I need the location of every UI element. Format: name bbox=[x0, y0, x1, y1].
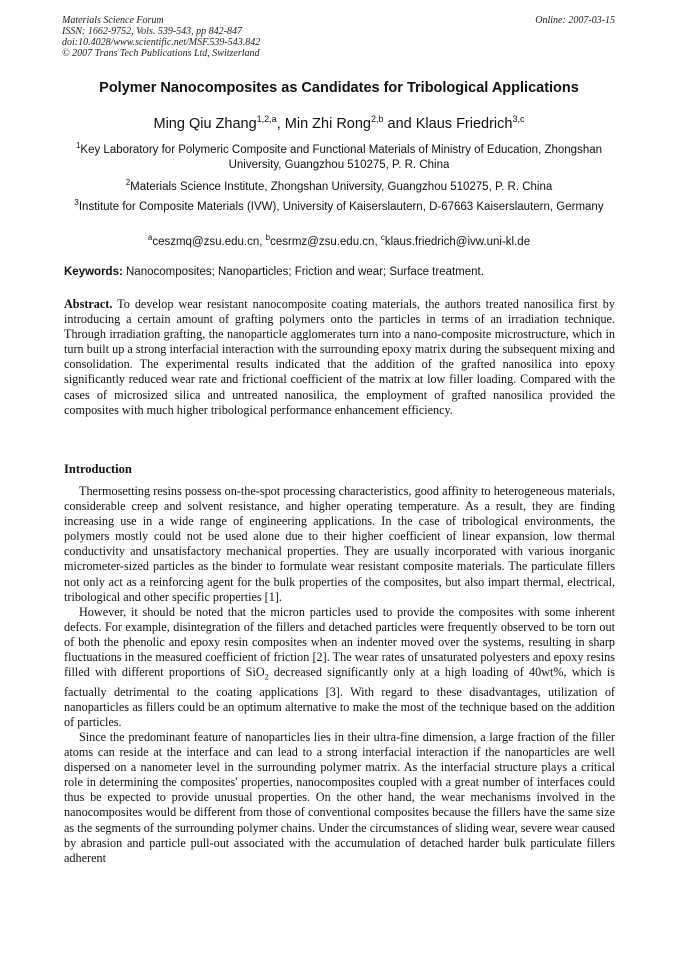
author-separator: , bbox=[276, 115, 285, 132]
email-link[interactable]: ceszmq@zsu.edu.cn, bbox=[152, 235, 266, 248]
email-link[interactable]: klaus.friedrich@ivw.uni-kl.de bbox=[384, 235, 531, 248]
author-separator: and bbox=[383, 115, 416, 132]
affiliation-text: Key Laboratory for Polymeric Composite and Functional Materials of Ministry of Education, Zhongshan University, Guangzhou 510275, P. R. China bbox=[80, 143, 603, 171]
paragraph: Since the predominant feature of nanoparticles lies in their ultra-fine dimension, a large fraction of the filler atoms can reside at the interface and can lead to a strong interfacial interaction if the nanoparticles are well dispersed on a nanometer level in the surrounding polymer matrix. As the interfacial structure plays a critical role in determining the composites' properties, nanocomposites coupled with a great number of interfaces could thus be expected to provide unusual properties. On the other hand, the wear mechanisms involved in the nanocomposites would be different from those of conventional composites because the fillers have the same size as the segments of the surrounding polymer chains. Under the circumstances of sliding wear, severe wear caused by abrasion and particle pull-out associated with the accumulation of detached harder bulk particulate fillers adherent bbox=[64, 729, 615, 865]
affiliation-mark: 3 bbox=[74, 198, 79, 207]
affiliation-3 bbox=[70, 195, 608, 215]
email-link[interactable]: cesrmz@zsu.edu.cn, bbox=[270, 235, 381, 248]
paper-title: Polymer Nanocomposites as Candidates for Tribological Applications bbox=[99, 80, 579, 96]
affiliation-text: Institute for Composite Materials (IVW), University of Kaiserslautern, D-67663 Kaiserslautern, Germany bbox=[78, 200, 604, 213]
journal-name: Materials Science Forum bbox=[62, 15, 164, 26]
affiliation-2 bbox=[70, 175, 608, 195]
paragraph bbox=[64, 605, 615, 730]
author-affil-mark: 1,2,a bbox=[256, 114, 277, 124]
affiliation-text: Materials Science Institute, Zhongshan University, Guangzhou 510275, P. R. China bbox=[130, 180, 553, 193]
email-mark: b bbox=[265, 233, 271, 242]
online-date: Online: 2007-03-15 bbox=[535, 15, 615, 26]
keywords bbox=[64, 266, 616, 278]
author-name: Klaus Friedrich bbox=[415, 115, 513, 132]
issn-line: ISSN: 1662-9752, Vols. 539-543, pp 842-847 bbox=[62, 26, 242, 37]
author-list bbox=[40, 114, 638, 132]
email-mark: a bbox=[147, 233, 153, 242]
abstract-text: To develop wear resistant nanocomposite coating materials, the authors treated nanosilica first by introducing a certain amount of grafting polymers onto the particles in terms of an irradiation technique. Through irradiation grafting, the nanoparticle agglomerates turn into a nano-composite microstructure, which in turn built up a strong interfacial interaction with the surrounding epoxy matrix during the subsequent mixing and consolidation. The experimental results indicated that the addition of the grafted nanosilica into epoxy significantly reduced wear rate and frictional coefficient of the matrix at low filler loading. Compared with the cases of microsized silica and untreated nanosilica, the employment of grafted nanosilica provided the composites with much higher tribological performance enhancement efficiency. bbox=[64, 297, 615, 417]
keywords-text: Nanocomposites; Nanoparticles; Friction and wear; Surface treatment. bbox=[122, 266, 484, 278]
keywords-label: Keywords: bbox=[64, 266, 123, 278]
section-heading-introduction: Introduction bbox=[64, 462, 132, 476]
author-name: Ming Qiu Zhang bbox=[153, 115, 257, 132]
journal-header bbox=[62, 15, 615, 59]
email-list bbox=[70, 233, 608, 248]
paragraph-text: However, it should be noted that the micron particles used to provide the composites with some inherent defects. For example, disintegration of the fillers and detached particles were frequently observed to be torn out of both the phenolic and epoxy resin composites when an indenter moved over the systems, resulting in sharp fluctuations in the measured coefficient of friction [2]. The wear rates of unsaturated polyesters and epoxy resins filled with different proportions of SiO bbox=[64, 604, 615, 680]
abstract bbox=[64, 297, 615, 418]
affiliation-mark: 2 bbox=[125, 178, 131, 187]
paragraph: Thermosetting resins possess on-the-spot processing characteristics, good affinity to heterogeneous materials, considerable creep and solvent resistance, and higher operating temperature. As a result, they are finding increasing use in a wide range of engineering applications. In the case of tribological environments, the polymers mostly could not be used alone due to their higher coefficient of linear expansion, low thermal conductivity and unsatisfactory mechanical properties. They are usually incorporated with various inorganic micrometer-sized particles as the binder to formulate wear resistant composite materials. The particulate fillers not only act as a reinforcing agent for the bulk properties of the composites, but also impart thermal, electrical, tribological and other specific properties [1]. bbox=[64, 484, 615, 604]
introduction-body bbox=[64, 484, 615, 866]
author-name: Min Zhi Rong bbox=[284, 115, 371, 132]
subscript: 2 bbox=[264, 672, 269, 682]
doi-line[interactable]: doi:10.4028/www.scientific.net/MSF.539-543.842 bbox=[62, 37, 261, 48]
author-affil-mark: 2,b bbox=[371, 114, 384, 124]
email-mark: c bbox=[380, 233, 385, 242]
author-affil-mark: 3,c bbox=[512, 114, 525, 124]
copyright-line: © 2007 Trans Tech Publications Ltd, Switzerland bbox=[62, 48, 260, 59]
affiliation-mark: 1 bbox=[75, 141, 81, 150]
paragraph-text: decreased significantly only at a high loading of 40wt%, which is factually detrimental to the coating applications [3]. With regard to these disadvantages, utilization of nanoparticles as fillers could be an optimum alternative to make the most of the technique based on the addition of particles. bbox=[64, 665, 615, 729]
affiliation-1 bbox=[70, 138, 608, 173]
abstract-label: Abstract. bbox=[64, 297, 113, 311]
